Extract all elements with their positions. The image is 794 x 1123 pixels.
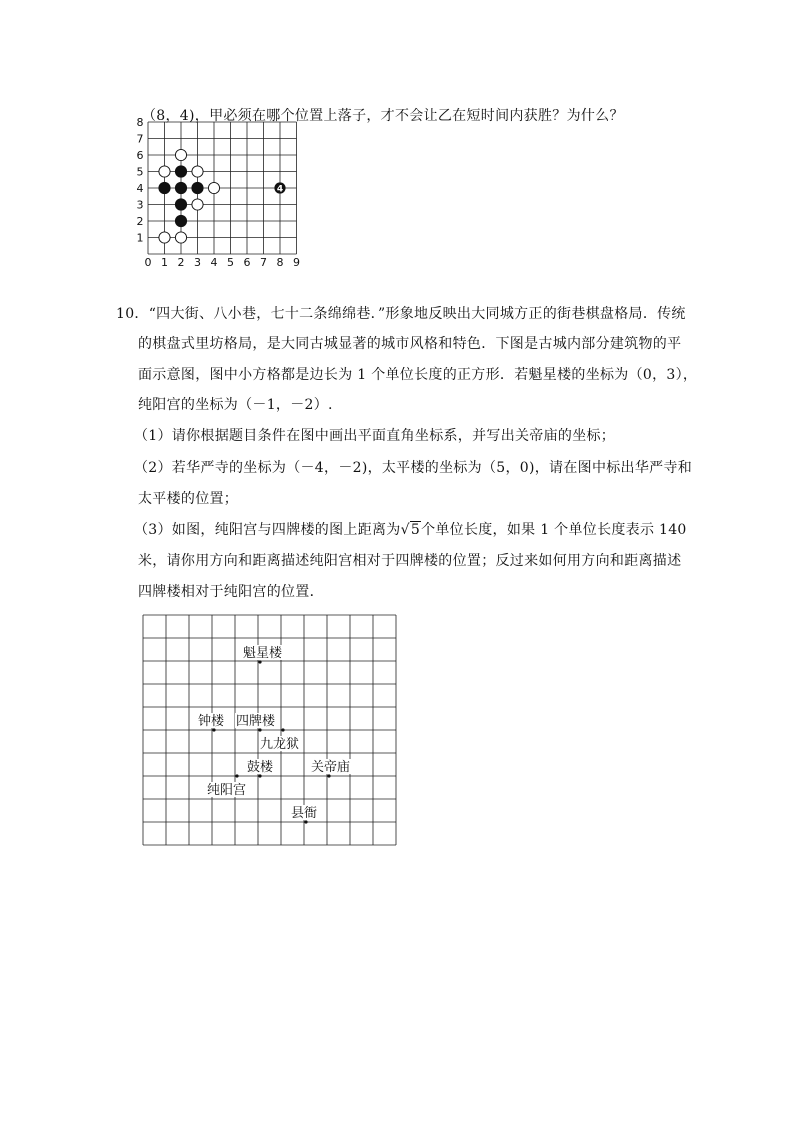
question-10-line-1: 10．“四大街、八小巷，七十二条绵绵巷．”形象地反映出大同城方正的街巷棋盘格局．传统 <box>116 306 686 322</box>
sub-question-3-line-3: 四牌楼相对于纯阳宫的位置． <box>138 584 324 600</box>
go-x-tick-label: 1 <box>161 256 168 269</box>
xianya-label: 县衙 <box>291 806 318 821</box>
zhonglou-label: 钟楼 <box>198 714 225 729</box>
sqrt-symbol: √ <box>400 522 410 538</box>
go-x-tick-label: 5 <box>227 256 234 269</box>
black-stone <box>192 182 203 193</box>
go-y-tick-label: 3 <box>136 198 144 212</box>
white-stone <box>159 232 170 243</box>
black-stone <box>175 199 186 210</box>
guandimiao-label: 关帝庙 <box>311 760 351 775</box>
go-y-tick-label: 7 <box>136 132 144 146</box>
chunyanggong-point <box>235 774 238 777</box>
go-y-tick-label: 6 <box>136 149 144 162</box>
sub-question-1: （1）请你根据题目条件在图中画出平面直角坐标系，并写出关帝庙的坐标； <box>134 428 616 444</box>
go-x-tick-label: 0 <box>144 256 152 269</box>
black-stone <box>175 166 186 177</box>
sub-question-2-line-2: 太平楼的位置； <box>138 491 239 507</box>
go-y-tick-label: 2 <box>136 215 144 228</box>
chunyanggong-label: 纯阳宫 <box>207 783 247 798</box>
jiulongbi-label: 九龙狱 <box>260 737 300 752</box>
gulou-label: 鼓楼 <box>247 760 274 775</box>
question-10-line-2: 的棋盘式里坊格局，是大同古城显著的城市风格和特色．下图是古城内部分建筑物的平 <box>138 336 682 352</box>
go-y-tick-label: 8 <box>136 116 144 129</box>
black-stone <box>175 182 186 193</box>
question-10-line-3: 面示意图，图中小方格都是边长为 1 个单位长度的正方形．若魁星楼的坐标为（0，3）， <box>138 367 698 383</box>
white-stone <box>192 166 203 177</box>
go-x-tick-label: 9 <box>293 256 300 269</box>
go-x-tick-label: 7 <box>260 256 267 269</box>
go-x-tick-label: 2 <box>177 256 185 269</box>
go-y-tick-label: 5 <box>136 165 144 179</box>
sub-question-3-line-2: 米，请你用方向和距离描述纯阳宫相对于四牌楼的位置；反过来如何用方向和距离描述 <box>138 553 682 569</box>
jiulongbi-point <box>281 728 284 731</box>
question-9-tail: （8，4)，甲必须在哪个位置上落子，才不会让乙在短时间内获胜？为什么？ <box>142 108 624 124</box>
marked-stone-label: 4 <box>276 184 284 195</box>
go-x-tick-label: 3 <box>194 256 201 269</box>
black-stone <box>175 215 186 226</box>
kuixing-label: 魁星楼 <box>243 646 283 661</box>
sub-question-3-text-after-root: 个单位长度，如果 1 个单位长度表示 140 <box>421 522 687 538</box>
black-stone <box>159 182 170 193</box>
sub-question-3-line-1 <box>134 519 687 539</box>
go-x-tick-label: 4 <box>210 256 218 269</box>
sqrt-radicand: 5 <box>410 522 421 538</box>
go-board-diagram <box>128 116 328 269</box>
go-y-tick-label: 4 <box>136 182 144 195</box>
question-10-line-4: 纯阳宫的坐标为（－1，－2）. <box>138 397 333 413</box>
sub-question-3-text-before-root: （3）如图，纯阳宫与四牌楼的图上距离为 <box>134 522 401 538</box>
white-stone <box>208 182 219 193</box>
white-stone <box>159 166 170 177</box>
white-stone <box>175 232 186 243</box>
go-x-tick-label: 6 <box>243 256 251 269</box>
sub-question-2-line-1: （2）若华严寺的坐标为（－4，－2)，太平楼的坐标为（5，0)，请在图中标出华严寺和 <box>134 460 693 476</box>
go-board-stones <box>159 149 286 243</box>
map-labels <box>197 645 354 821</box>
go-x-tick-label: 8 <box>276 256 284 269</box>
white-stone <box>175 149 186 160</box>
go-y-tick-label: 1 <box>136 231 144 245</box>
white-stone <box>192 199 203 210</box>
city-map-diagram <box>140 612 402 848</box>
sipailou-label: 四牌楼 <box>236 714 276 729</box>
